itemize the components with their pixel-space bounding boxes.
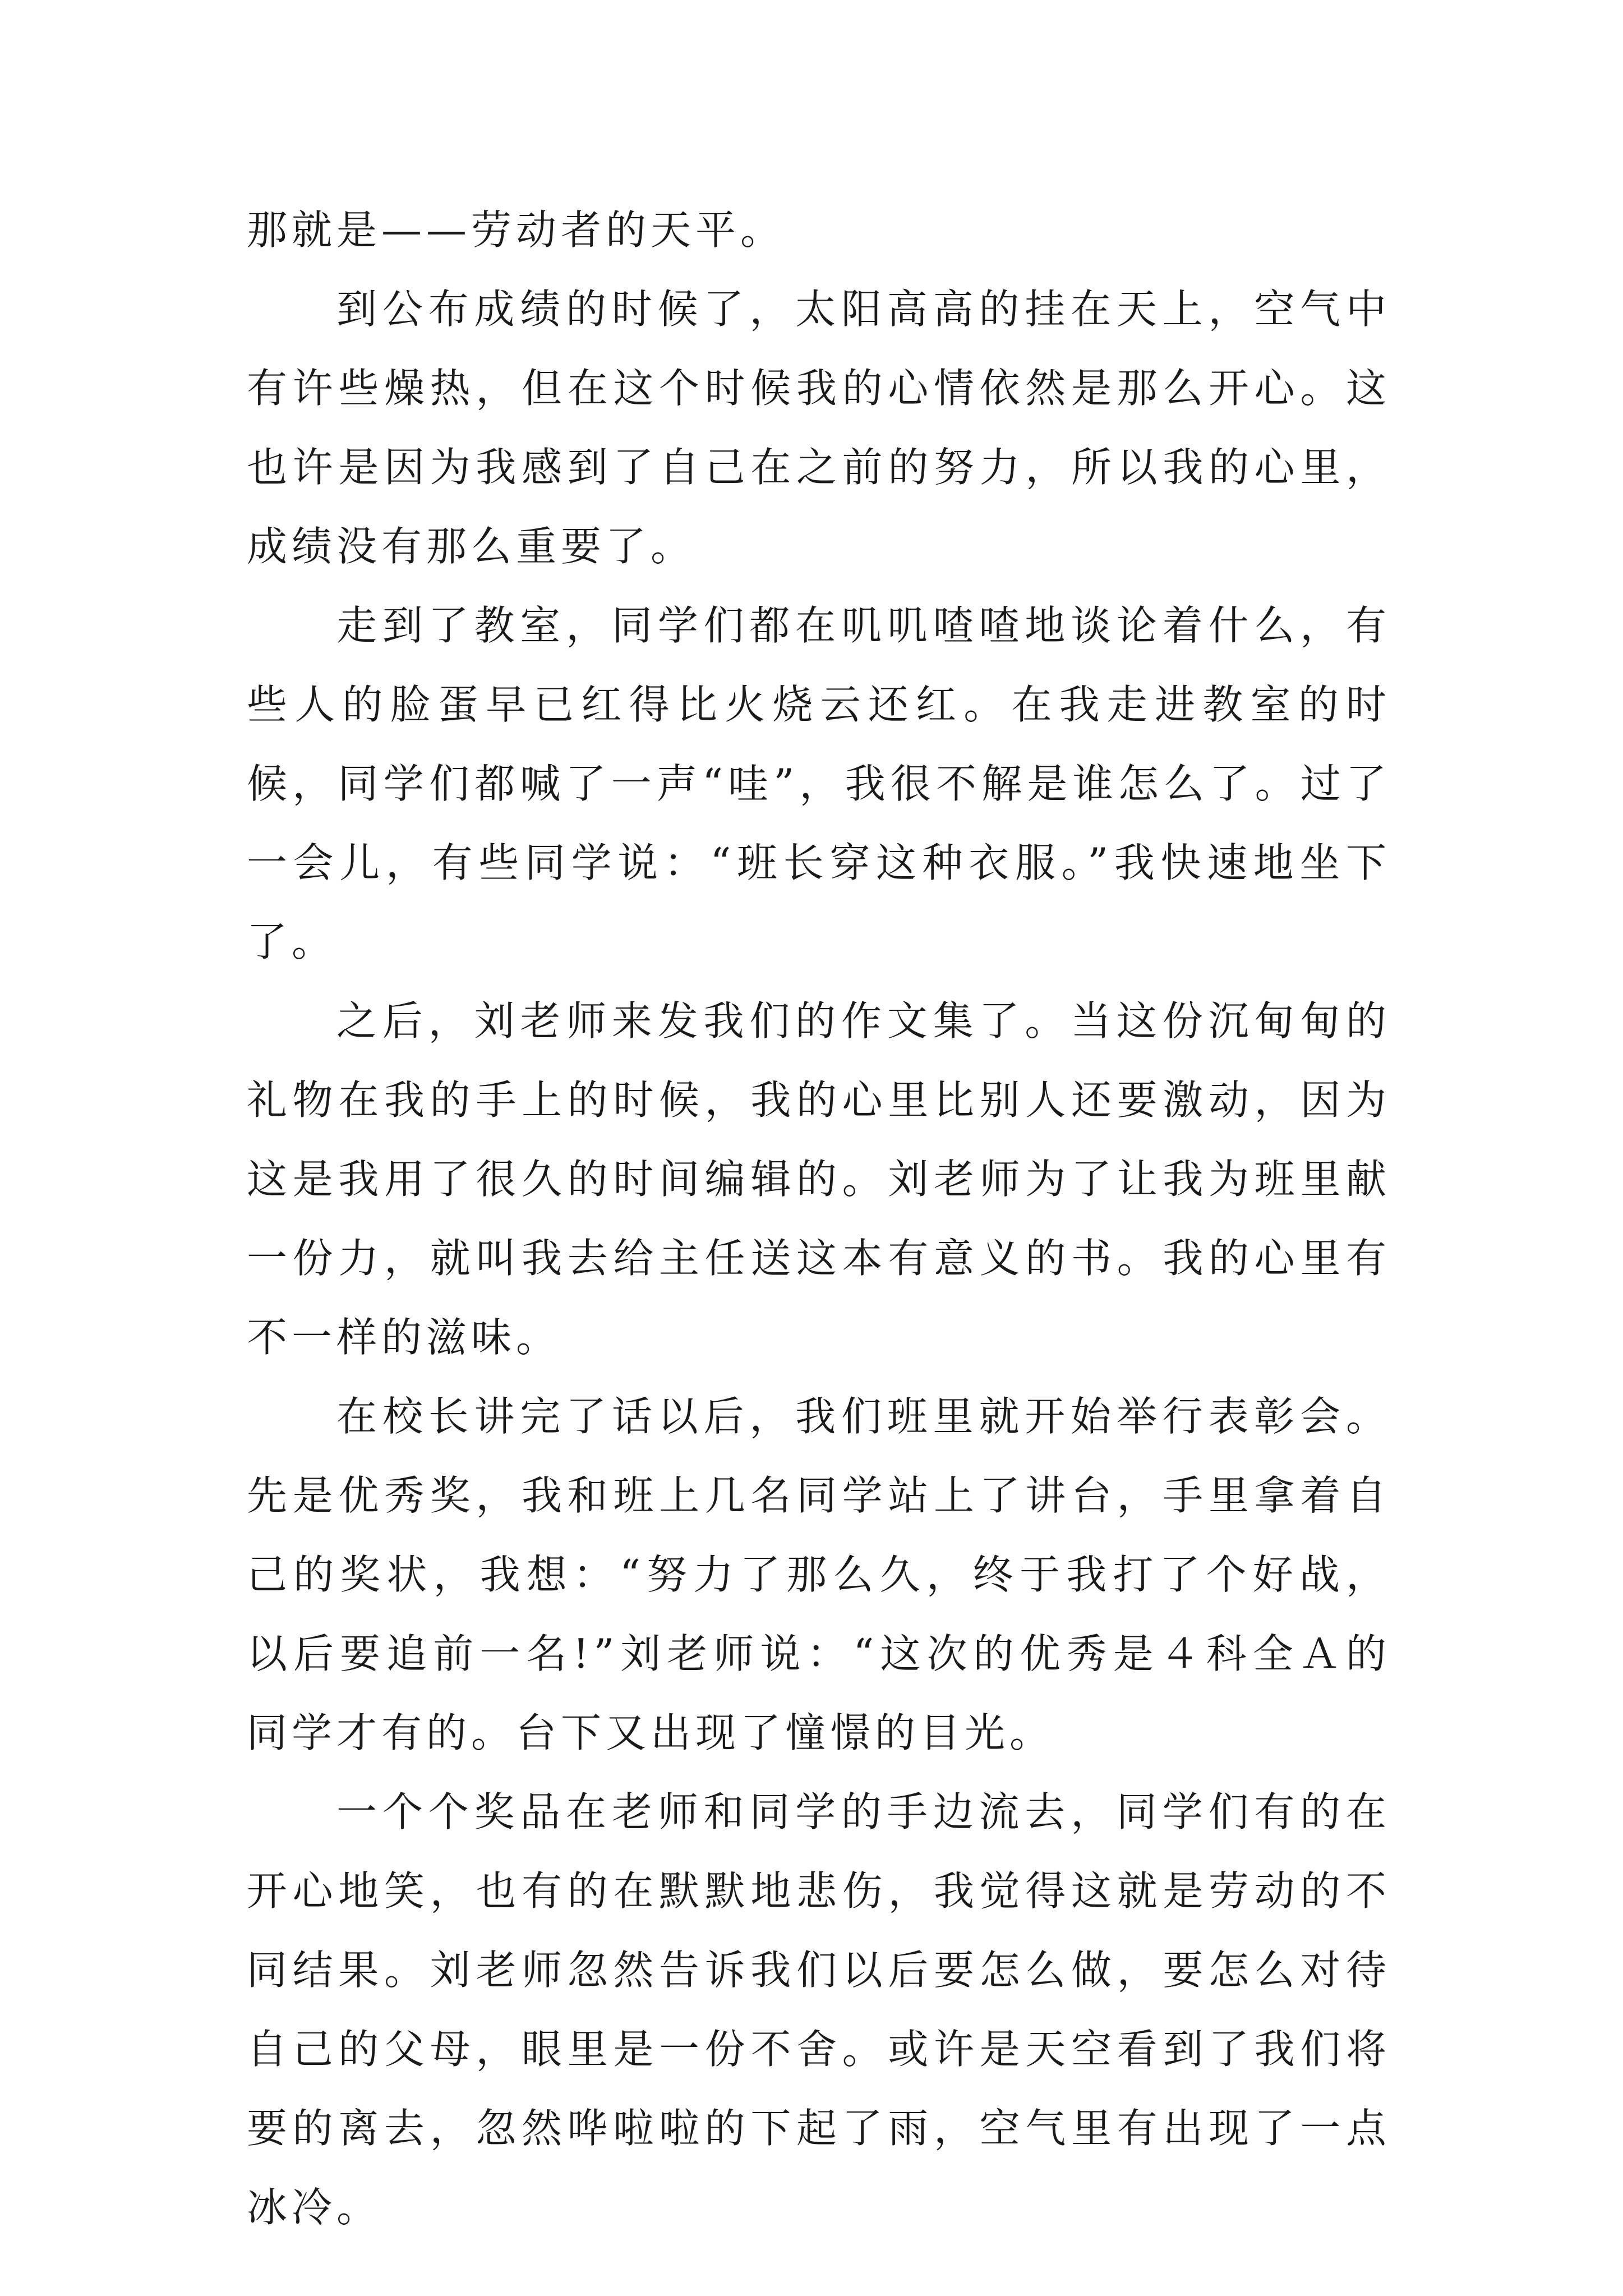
essay-body	[247, 191, 1391, 2247]
paragraph-1: 那就是——劳动者的天平。	[247, 206, 786, 254]
paragraph-3: 走到了教室，同学们都在叽叽喳喳地谈论着什么，有些人的脸蛋早已红得比火烧云还红。在我走进教室的时候，同学们都喊了一声“哇”，我很不解是谁怎么了。过了一会儿，有些同学说：“班长穿这种衣服。”我快速地坐下了。	[247, 602, 1391, 965]
paragraph-4: 之后，刘老师来发我们的作文集了。当这份沉甸甸的礼物在我的手上的时候，我的心里比别人还要激动，因为这是我用了很久的时间编辑的。刘老师为了让我为班里献一份力，就叫我去给主任送这本有意义的书。我的心里有不一样的滋味。	[247, 997, 1391, 1361]
paragraph-2: 到公布成绩的时候了，太阳高高的挂在天上，空气中有许些燥热，但在这个时候我的心情依然是那么开心。这也许是因为我感到了自己在之前的努力，所以我的心里，成绩没有那么重要了。	[247, 286, 1391, 570]
paragraph-5: 在校长讲完了话以后，我们班里就开始举行表彰会。先是优秀奖，我和班上几名同学站上了讲台，手里拿着自己的奖状，我想：“努力了那么久，终于我打了个好战，以后要追前一名!”刘老师说：“这次的优秀是４科全Ａ的同学才有的。台下又出现了憧憬的目光。	[247, 1393, 1391, 1756]
paragraph-6: 一个个奖品在老师和同学的手边流去，同学们有的在开心地笑，也有的在默默地悲伤，我觉得这就是劳动的不同结果。刘老师忽然告诉我们以后要怎么做，要怎么对待自己的父母，眼里是一份不舍。或许是天空看到了我们将要的离去，忽然哗啦啦的下起了雨，空气里有出现了一点冰冷。	[247, 1788, 1391, 2231]
